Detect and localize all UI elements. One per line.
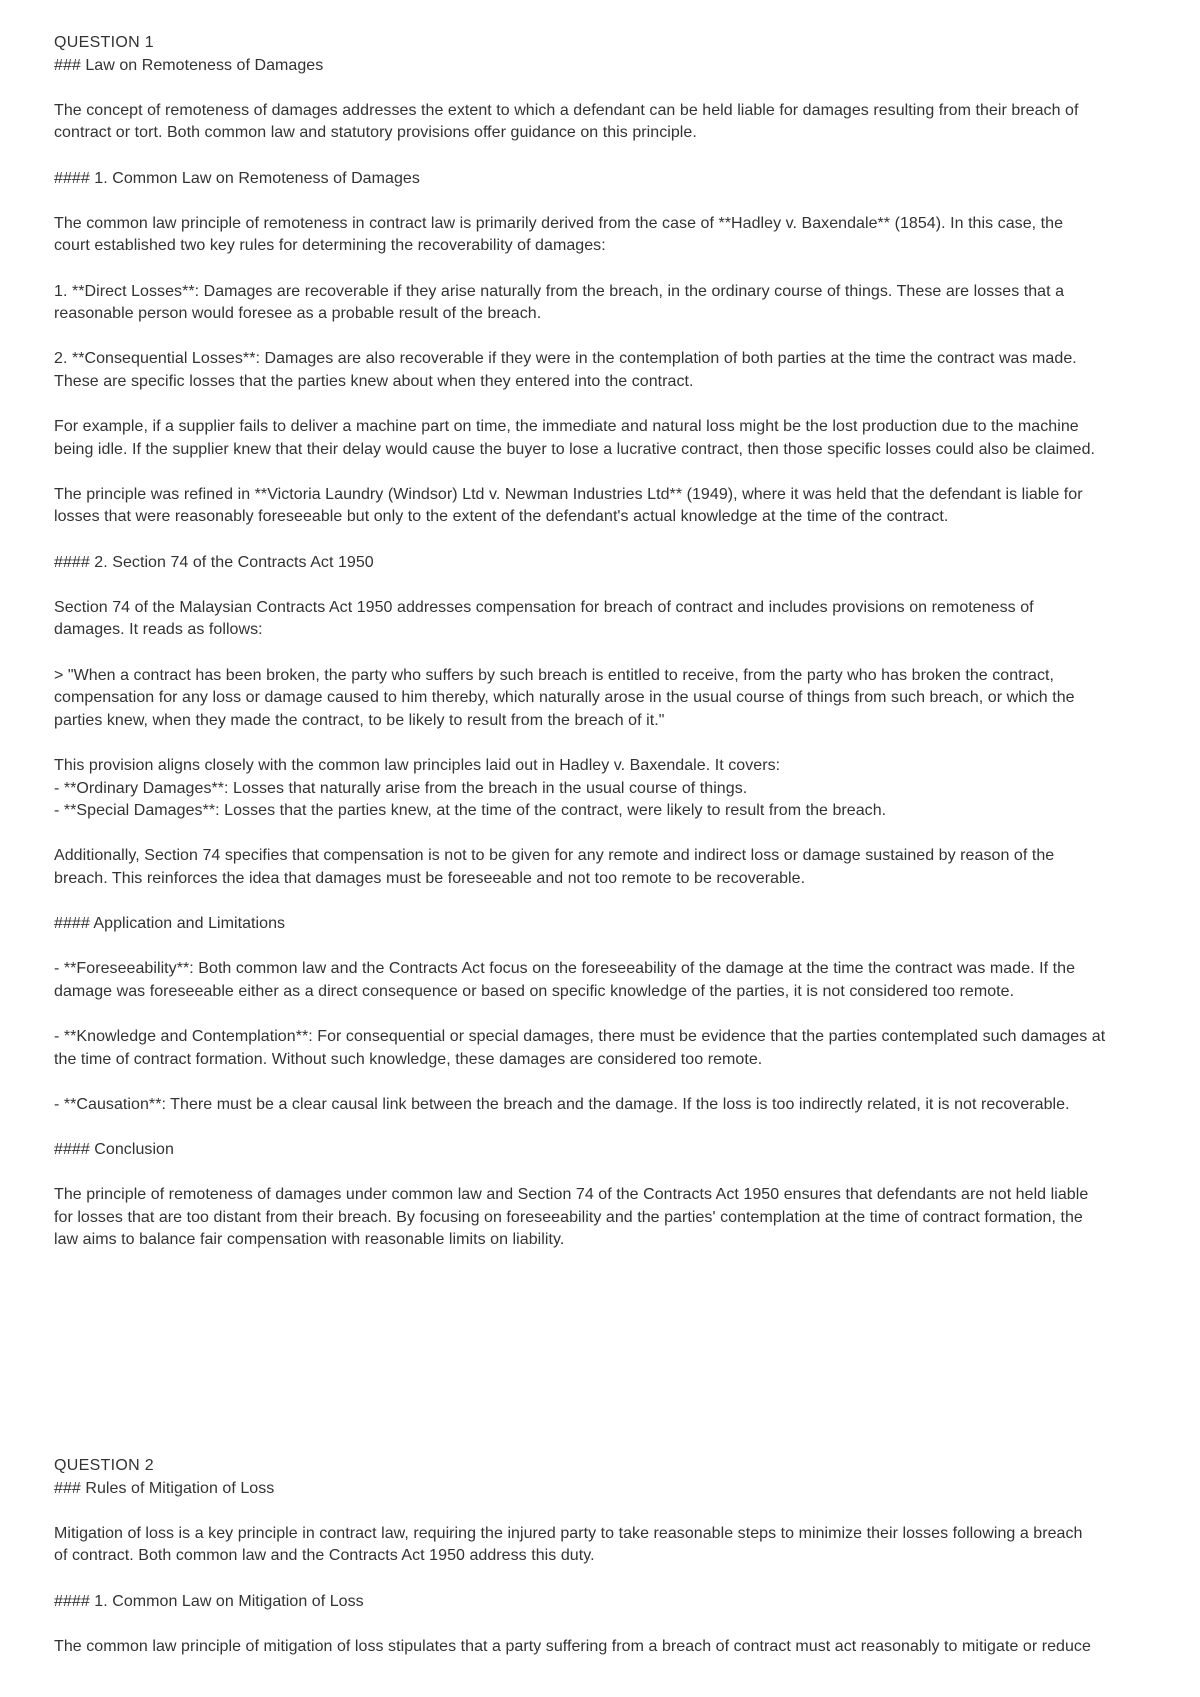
q1-common-law-paragraph [54, 213, 1150, 258]
text-line: parties knew, when they made the contract, to be likely to result from the breach of it." [54, 711, 665, 729]
text-line: contract or tort. Both common law and statutory provisions offer guidance on this principle. [54, 124, 697, 142]
text-line: for losses that are too distant from their breach. By focusing on foreseeability and the parties' contemplation at the time of contract formation, the [54, 1208, 1083, 1226]
section-heading-section-74: #### 2. Section 74 of the Contracts Act 1950 [54, 553, 374, 571]
text-line: the time of contract formation. Without such knowledge, these damages are considered too remote. [54, 1050, 763, 1068]
question-1-heading: ### Law on Remoteness of Damages [54, 56, 324, 74]
text-line: The concept of remoteness of damages addresses the extent to which a defendant can be held liable for damages resulting from their breach of [54, 101, 1079, 119]
question-1-label: QUESTION 1 [54, 34, 154, 51]
q1-refined-paragraph [54, 484, 1150, 529]
text-line: damage was foreseeable either as a direct consequence or based on specific knowledge of the parties, it is not considered too remote. [54, 982, 1015, 1000]
q1-conclusion-paragraph [54, 1184, 1150, 1252]
section-heading-application: #### Application and Limitations [54, 915, 286, 933]
text-line: The common law principle of mitigation of loss stipulates that a party suffering from a breach of contract must act reasonably to mitigate or reduce [54, 1637, 1091, 1655]
section-heading-mitigation-common-law: #### 1. Common Law on Mitigation of Loss [54, 1592, 364, 1610]
list-item: - **Special Damages**: Losses that the parties knew, at the time of the contract, were likely to result from the breach. [54, 802, 887, 820]
text-line: These are specific losses that the parties knew about when they entered into the contract. [54, 372, 694, 390]
text-line: Section 74 of the Malaysian Contracts Act 1950 addresses compensation for breach of contract and includes provisions on remoteness of [54, 598, 1034, 616]
q1-foreseeability-item [54, 958, 1150, 1003]
text-line: The principle of remoteness of damages under common law and Section 74 of the Contracts Act 1950 ensures that defendants are not held liable [54, 1186, 1089, 1204]
text-line: > "When a contract has been broken, the party who suffers by such breach is entitled to receive, from the party who has broken the contract, [54, 666, 1055, 684]
text-line: This provision aligns closely with the common law principles laid out in Hadley v. Baxendale. It covers: [54, 757, 781, 774]
text-line: of contract. Both common law and the Contracts Act 1950 address this duty. [54, 1547, 595, 1565]
text-line: The principle was refined in **Victoria Laundry (Windsor) Ltd v. Newman Industries Ltd** (1949), where it was held that the defendant is liable for [54, 485, 1083, 503]
text-line: law aims to balance fair compensation with reasonable limits on liability. [54, 1231, 565, 1249]
text-line: 1. **Direct Losses**: Damages are recoverable if they arise naturally from the breach, in the ordinary course of things. These are losses that a [54, 282, 1065, 300]
question-2-heading: ### Rules of Mitigation of Loss [54, 1479, 275, 1497]
text-line: For example, if a supplier fails to deliver a machine part on time, the immediate and natural loss might be the lost production due to the machine [54, 418, 1079, 436]
q2-common-law-paragraph [54, 1636, 1150, 1659]
q1-direct-losses-item [54, 281, 1150, 326]
list-item: - **Ordinary Damages**: Losses that naturally arise from the breach in the usual course of things. [54, 779, 748, 797]
text-line: losses that were reasonably foreseeable but only to the extent of the defendant's actual knowledge at the time of the contract. [54, 508, 949, 526]
text-line: reasonable person would foresee as a probable result of the breach. [54, 305, 542, 323]
section-heading-common-law: #### 1. Common Law on Remoteness of Damages [54, 169, 420, 187]
document-page [54, 32, 1150, 1658]
text-line: - **Foreseeability**: Both common law and the Contracts Act focus on the foreseeability of the damage at the time the contract was made. If the [54, 960, 1076, 978]
text-line: being idle. If the supplier knew that their delay would cause the buyer to lose a lucrative contract, then those specific losses could also be claimed. [54, 440, 1096, 458]
q1-additionally-paragraph [54, 845, 1150, 890]
text-line: court established two key rules for determining the recoverability of damages: [54, 237, 606, 255]
text-line: Additionally, Section 74 specifies that compensation is not to be given for any remote and indirect loss or damage sustained by reason of the [54, 847, 1055, 865]
q1-consequential-losses-item [54, 348, 1150, 393]
q2-intro-paragraph [54, 1523, 1150, 1568]
text-line: - **Causation**: There must be a clear causal link between the breach and the damage. If the loss is too indirectly related, it is not recoverable. [54, 1095, 1070, 1113]
question-2-label: QUESTION 2 [54, 1457, 154, 1475]
text-line: damages. It reads as follows: [54, 621, 263, 639]
text-line: breach. This reinforces the idea that damages must be foreseeable and not too remote to be recoverable. [54, 869, 806, 887]
text-line: Mitigation of loss is a key principle in contract law, requiring the injured party to take reasonable steps to minimize their losses following a breach [54, 1524, 1083, 1542]
q1-provision-paragraph [54, 755, 1150, 823]
q1-section-74-quote [54, 665, 1150, 733]
section-heading-conclusion: #### Conclusion [54, 1141, 174, 1159]
text-line: - **Knowledge and Contemplation**: For consequential or special damages, there must be evidence that the parties contemplated such damages at [54, 1028, 1106, 1046]
q1-causation-item [54, 1094, 1150, 1117]
text-line: compensation for any loss or damage caused to him thereby, which naturally arose in the usual course of things from such breach, or which the [54, 689, 1075, 707]
q1-knowledge-item [54, 1026, 1150, 1071]
text-line: 2. **Consequential Losses**: Damages are also recoverable if they were in the contemplation of both parties at the time the contract was made. [54, 350, 1077, 368]
text-line: The common law principle of remoteness in contract law is primarily derived from the case of **Hadley v. Baxendale** (1854). In this case, the [54, 214, 1064, 232]
q1-example-paragraph [54, 416, 1150, 461]
q1-intro-paragraph [54, 100, 1150, 145]
q1-section-74-paragraph [54, 597, 1150, 642]
